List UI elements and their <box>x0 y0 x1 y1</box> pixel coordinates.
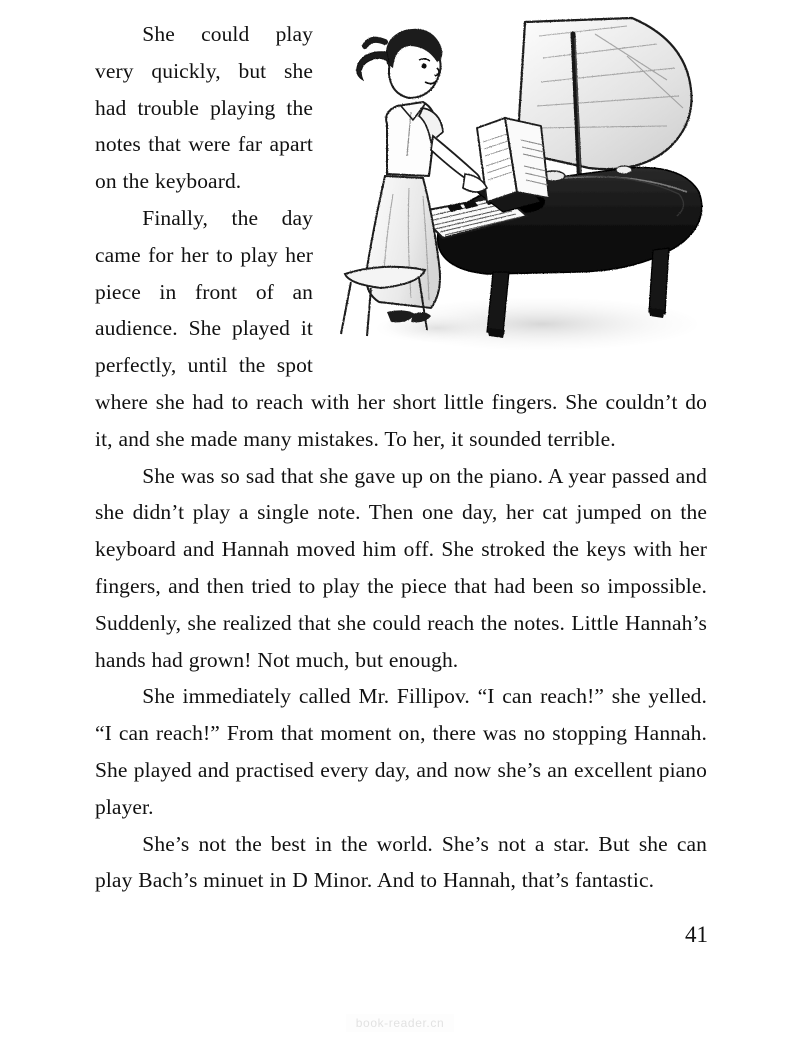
paragraph-4: She immediately called Mr. Fillipov. “I can reach!” she yelled. “I can reach!” From that moment on, there was no stopping Hannah. She played and practised every day, and now she’s an excellent piano player. <box>95 684 707 819</box>
page-number: 41 <box>685 922 708 947</box>
paragraph-5: She’s not the best in the world. She’s not a star. But she can play Bach’s minuet in D Minor. And to Hannah, that’s fantastic. <box>95 831 707 893</box>
sheet-music <box>477 118 549 202</box>
girl-ponytail <box>357 52 389 80</box>
piano-illustration <box>327 16 707 361</box>
paragraph-1: She could play very quickly, but she had trouble playing the notes that were far apart on the keyboard. <box>95 22 313 194</box>
page-text-body <box>95 16 707 899</box>
watermark-label: book-reader.cn <box>346 1014 454 1032</box>
piano-leg-back <box>649 248 669 314</box>
paragraph-2: Finally, the day came for her to play her piece in front of an audience. She played it perfectly, until the spot where she had to reach with her short little fingers. She couldn’t do it, and she made many mistakes. To her, it sounded terrible. <box>95 205 707 451</box>
paragraph-3: She was so sad that she gave up on the piano. A year passed and she didn’t play a single note. Then one day, her cat jumped on the keyboard and Hannah moved him off. She stroked the keys with her fingers, and then tried to play the piece that had been so impossible. Suddenly, she realized that she could reach the notes. Little Hannah’s hands had grown! Not much, but enough. <box>95 463 707 672</box>
footer-watermark <box>0 1014 800 1032</box>
girl-eye <box>421 63 426 68</box>
